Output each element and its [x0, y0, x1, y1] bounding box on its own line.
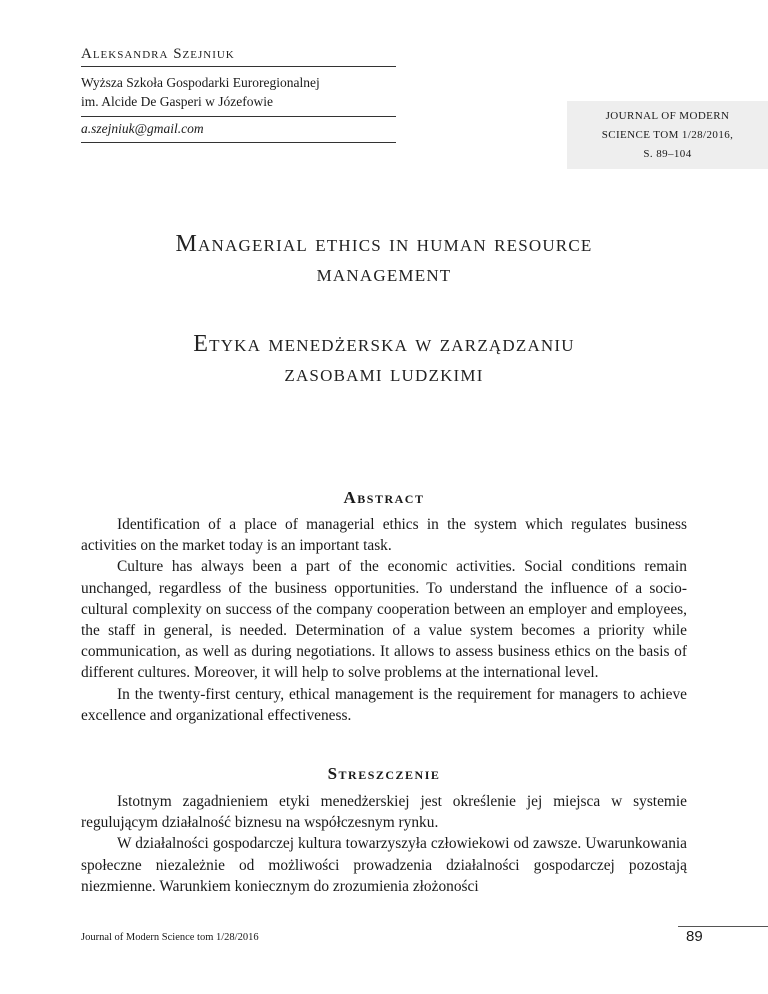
abstract-paragraph: Culture has always been a part of the economic activities. Social conditions remain unchanged, regardless of the business opportunities. To understand the influence of a socio-cultural complexity on success of the company cooperation between an employer and employees, the staff in general, is needed. Determination of a value system becomes a priority while communication, as well as during negotiations. It allows to assess business ethics on the basis of different cultures. Moreover, it will help to solve problems at the international level. — [81, 558, 687, 682]
streszczenie-heading: Streszczenie — [327, 764, 441, 783]
streszczenie-paragraph: W działalności gospodarczej kultura towarzyszyła człowiekowi od zawsze. Uwarunkowania społeczne niezależnie od możliwości prowadzenia działalności gospodarczej pozostają niezmienne. Warunkiem koniecznym do zrozumienia złożoności — [81, 835, 687, 895]
footer-divider — [678, 926, 768, 927]
title-polish-line-1: Etyka menedżerska w zarządzaniu — [193, 331, 575, 357]
author-affiliation — [81, 67, 396, 117]
title-english-line-1: Managerial ethics in human resource — [175, 231, 593, 257]
journal-citation-box — [567, 101, 768, 169]
abstract-paragraph: Identification of a place of managerial ethics in the system which regulates business activities on the market today is an important task. — [81, 516, 687, 555]
journal-line-2: SCIENCE TOM 1/28/2016, — [601, 129, 734, 141]
streszczenie-body — [81, 791, 687, 897]
affiliation-line-1: Wyższa Szkoła Gospodarki Euroregionalnej — [81, 75, 320, 90]
title-polish-line-2: zasobami ludzkimi — [284, 361, 484, 387]
abstract-body — [81, 514, 687, 726]
author-block — [81, 46, 396, 143]
abstract-paragraph: In the twenty-first century, ethical management is the requirement for managers to achieve excellence and organizational effectiveness. — [81, 685, 687, 724]
author-name: Aleksandra Szejniuk — [81, 46, 396, 67]
journal-line-1: JOURNAL OF MODERN — [605, 110, 730, 122]
abstract-heading: Abstract — [343, 488, 425, 507]
author-email: a.szejniuk@gmail.com — [81, 117, 396, 143]
title-polish — [60, 329, 708, 389]
title-english-line-2: management — [316, 261, 452, 287]
footer-journal-name: Journal of Modern Science tom 1/28/2016 — [81, 932, 259, 943]
streszczenie-paragraph: Istotnym zagadnieniem etyki menedżerskiej jest określenie jej miejsca w systemie regulującym działalność biznesu na współczesnym rynku. — [81, 793, 687, 832]
title-english — [60, 229, 708, 289]
affiliation-line-2: im. Alcide De Gasperi w Józefowie — [81, 94, 273, 109]
page-number: 89 — [686, 928, 703, 945]
journal-line-3: S. 89–104 — [643, 148, 692, 160]
